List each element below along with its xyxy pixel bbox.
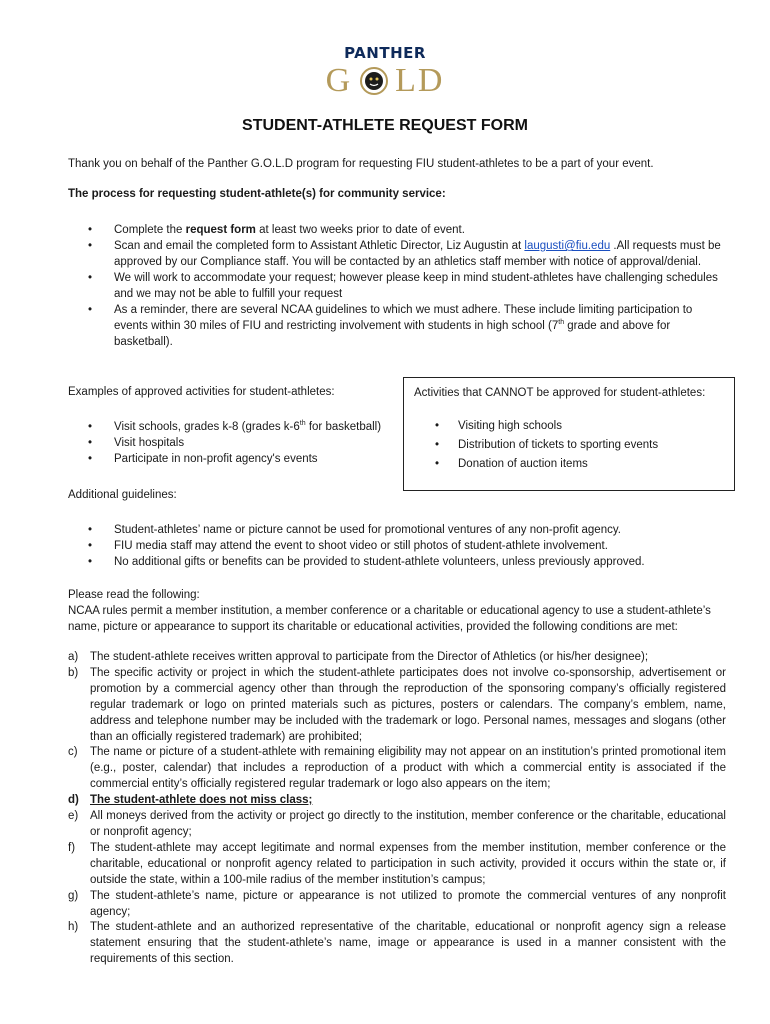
ncaa-conditions-list <box>68 650 726 968</box>
list-item: a) The student-athlete receives written approval to participate from the Director of Athletics (or his/her designee); <box>68 651 649 663</box>
list-item: • FIU media staff may attend the event to shoot video or still photos of student-athlete involvement. <box>68 538 726 554</box>
intro-text: Thank you on behalf of the Panther G.O.L.D program for requesting FIU student-athletes to be a part of your event. <box>68 158 654 170</box>
logo-gold-left: G <box>325 62 353 99</box>
list-item: c) The name or picture of a student-athlete with remaining eligibility may not appear on an institution’s printed promotional item (e.g., poster, calendar) that includes a reproduction of a product with which a commercial entity is associated if the commercial entity’s officially registered regular trademark or logo also appears on the item; <box>68 746 726 791</box>
not-approved-heading: Activities that CANNOT be approved for student-athletes: <box>414 387 706 399</box>
list-item: • Student-athletes’ name or picture cannot be used for promotional ventures of any non-profit agency. <box>68 522 726 538</box>
not-approved-box <box>403 377 735 491</box>
list-item: • As a reminder, there are several NCAA guidelines to which we must adhere. These include limiting participation to events within 30 miles of FIU and restricting involvement with students in high school (7th grade and above for basketball). <box>68 302 726 350</box>
list-item: • We will work to accommodate your request; however please keep in mind student-athletes have challenging schedules and we may not be able to fulfill your request <box>68 270 726 302</box>
list-item: • Participate in non-profit agency's events <box>68 451 398 467</box>
page-title: STUDENT-ATHLETE REQUEST FORM <box>242 117 528 134</box>
panther-gold-logo <box>0 62 770 100</box>
not-approved-list <box>404 418 724 475</box>
email-link[interactable]: laugusti@fiu.edu <box>524 240 611 252</box>
list-item: h) The student-athlete and an authorized representative of the charitable, educational or nonprofit agency sign a release statement ensuring that the student-athlete’s name, image or appearance is used in a manner consistent with the requirements of this section. <box>68 921 726 966</box>
list-item: • Complete the request form at least two weeks prior to date of event. <box>68 222 726 238</box>
list-item: • Scan and email the completed form to Assistant Athletic Director, Liz Augustin at laugusti@fiu.edu .All requests must be approved by our Compliance staff. You will be contacted by an athletics staff member with notice of approval/denial. <box>68 238 726 270</box>
approved-heading: Examples of approved activities for student-athletes: <box>68 386 335 398</box>
list-item: • Distribution of tickets to sporting events <box>404 437 724 453</box>
logo-panther-text: PANTHER <box>344 44 426 62</box>
list-item: • Visiting high schools <box>404 418 724 434</box>
list-item: • Visit hospitals <box>68 435 398 451</box>
additional-list <box>68 522 726 570</box>
list-item: d) The student-athlete does not miss class; <box>68 794 313 807</box>
list-item: • No additional gifts or benefits can be provided to student-athlete volunteers, unless previously approved. <box>68 554 726 570</box>
panther-head-icon <box>359 66 389 96</box>
list-item: g) The student-athlete’s name, picture or appearance is not utilized to promote the commercial ventures of any nonprofit agency; <box>68 889 726 918</box>
list-item: f) The student-athlete may accept legitimate and normal expenses from the member institution, member conference or the charitable, educational or nonprofit agency related to participation in such activity, provided it occurs within the state or, if outside the state, within a 100-mile radius of the member institution’s campus; <box>68 841 726 886</box>
process-list <box>68 222 726 350</box>
process-heading: The process for requesting student-athlete(s) for community service: <box>68 188 446 200</box>
approved-list <box>68 419 398 467</box>
list-item: e) All moneys derived from the activity or project go directly to the institution, member conference or the charitable, educational or nonprofit agency; <box>68 810 726 838</box>
list-item: • Visit schools, grades k-8 (grades k-6th for basketball) <box>68 419 398 435</box>
additional-heading: Additional guidelines: <box>68 489 177 501</box>
logo-gold-right: LD <box>395 62 445 99</box>
list-item: b) The specific activity or project in which the student-athlete participates does not involve co-sponsorship, advertisement or promotion by a commercial agency other than through the reproduction of the sponsoring company’s officially registered regular trademark or logo on printed materials such as pictures, posters or calendars. The company’s emblem, name, address and telephone number may be included with the trademark or logo. Personal names, messages and slogans (other than an officially registered trademark) are prohibited; <box>68 666 726 743</box>
read-heading: Please read the following: <box>68 589 200 601</box>
list-item: • Donation of auction items <box>404 456 724 472</box>
ncaa-intro: NCAA rules permit a member institution, a member conference or a charitable or educational agency to use a student-athlete’s name, picture or appearance to support its charitable or educational activities, provided the following conditions are met: <box>68 605 711 633</box>
